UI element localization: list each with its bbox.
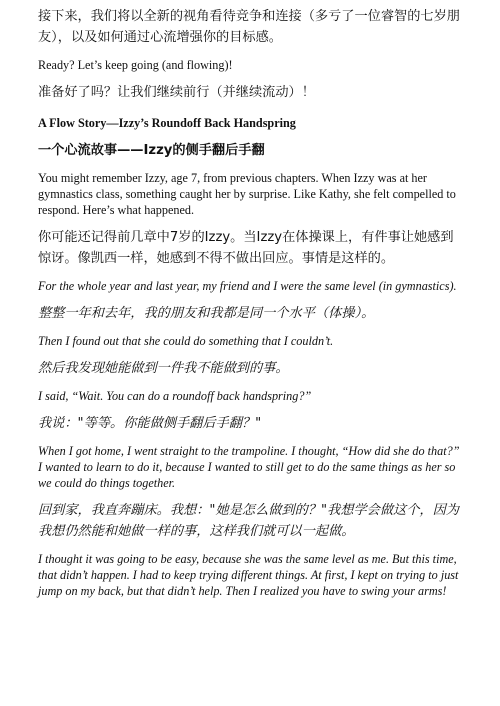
spacer [38,48,464,57]
spacer [38,218,464,227]
quote-i-said-en: I said, “Wait. You can do a roundoff back handspring?” [38,389,312,403]
spacer [38,349,464,358]
spacer [38,404,464,413]
spacer [38,73,464,82]
section-heading-zh: 一个心流故事——Izzy的侧手翻后手翻 [38,143,265,158]
spacer [38,161,464,170]
spacer [38,379,464,388]
spacer [38,103,464,115]
spacer [38,269,464,278]
section-heading-en: A Flow Story—Izzy’s Roundoff Back Handspring [38,116,296,130]
quote-trampoline-en: When I got home, I went straight to the trampoline. I thought, “How did she do that?” I wanted to learn to do it, because I wanted to still get to do the same things as her so we could do things together. [38,444,460,490]
spacer [38,324,464,333]
quote-same-level-zh: 整整一年和去年，我的朋友和我都是同一个水平（体操）。 [38,306,375,321]
quote-found-out-zh: 然后我发现她能做到一件我不能做到的事。 [38,361,289,376]
paragraph-intro-zh: 接下来，我们将以全新的视角看待竞争和连接（多亏了一位睿智的七岁朋友），以及如何通过心流增强你的目标感。 [38,9,460,45]
quote-easy-en: I thought it was going to be easy, because she was the same level as me. But this time, that didn’t happen. I had to keep trying different things. At first, I kept on trying to just jump on my back, but that didn’t help. Then I realized you have to swing your arms! [38,552,459,598]
spacer [38,491,464,500]
paragraph-ready-en: Ready? Let’s keep going (and flowing)! [38,58,233,72]
quote-same-level-en: For the whole year and last year, my friend and I were the same level (in gymnastics). [38,279,457,293]
paragraph-story-intro-zh: 你可能还记得前几章中7岁的Izzy。当Izzy在体操课上，有件事让她感到惊讶。像凯西一样，她感到不得不做出回应。事情是这样的。 [38,230,454,266]
document-page [38,6,464,599]
quote-trampoline-zh: 回到家，我直奔蹦床。我想："她是怎么做到的？"我想学会做这个，因为我想仍然能和她做一样的事，这样我们就可以一起做。 [38,503,459,539]
quote-found-out-en: Then I found out that she could do something that I couldn’t. [38,334,334,348]
spacer [38,294,464,303]
paragraph-story-intro-en: You might remember Izzy, age 7, from previous chapters. When Izzy was at her gymnastics class, something caught her by surprise. Like Kathy, she felt compelled to respond. Here’s what happened. [38,171,456,217]
quote-i-said-zh: 我说："等等。你能做侧手翻后手翻？" [38,416,262,431]
paragraph-ready-zh: 准备好了吗？让我们继续前行（并继续流动）！ [38,85,315,100]
spacer [38,131,464,140]
spacer [38,542,464,551]
spacer [38,434,464,443]
